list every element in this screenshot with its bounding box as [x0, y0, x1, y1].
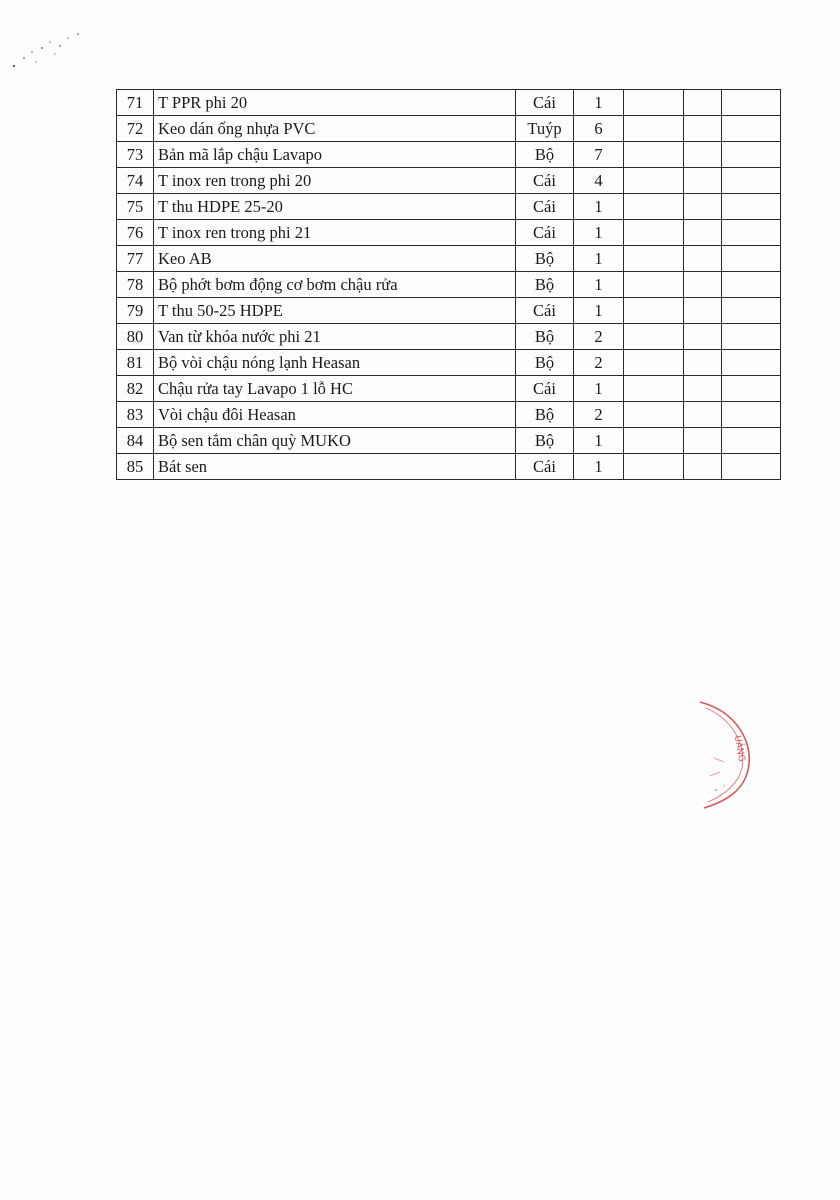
quantity-cell: 2 — [574, 324, 624, 350]
table-row — [117, 220, 781, 246]
row-number-cell: 71 — [117, 90, 154, 116]
empty-cell — [722, 324, 781, 350]
table-row — [117, 116, 781, 142]
empty-cell — [684, 324, 722, 350]
quantity-cell: 1 — [574, 272, 624, 298]
table-row — [117, 376, 781, 402]
item-name-cell: T thu HDPE 25-20 — [154, 194, 516, 220]
stamp-partial-text: UẢNG — [731, 734, 747, 763]
quantity-cell: 1 — [574, 194, 624, 220]
empty-cell — [624, 246, 684, 272]
empty-cell — [624, 376, 684, 402]
quantity-cell: 2 — [574, 402, 624, 428]
item-name-cell: Chậu rửa tay Lavapo 1 lỗ HC — [154, 376, 516, 402]
empty-cell — [684, 168, 722, 194]
table-row — [117, 272, 781, 298]
item-name-cell: T thu 50-25 HDPE — [154, 298, 516, 324]
table-row — [117, 298, 781, 324]
quantity-cell: 1 — [574, 246, 624, 272]
row-number-cell: 84 — [117, 428, 154, 454]
empty-cell — [684, 246, 722, 272]
item-name-cell: T PPR phi 20 — [154, 90, 516, 116]
row-number-cell: 78 — [117, 272, 154, 298]
empty-cell — [722, 116, 781, 142]
empty-cell — [624, 194, 684, 220]
empty-cell — [684, 298, 722, 324]
empty-cell — [722, 272, 781, 298]
row-number-cell: 77 — [117, 246, 154, 272]
empty-cell — [624, 324, 684, 350]
item-name-cell: Vòi chậu đôi Heasan — [154, 402, 516, 428]
quantity-cell: 2 — [574, 350, 624, 376]
empty-cell — [624, 454, 684, 480]
table-row — [117, 428, 781, 454]
table-row — [117, 246, 781, 272]
item-name-cell: Bộ phớt bơm động cơ bơm chậu rửa — [154, 272, 516, 298]
item-name-cell: Van từ khóa nước phi 21 — [154, 324, 516, 350]
row-number-cell: 73 — [117, 142, 154, 168]
materials-table-body — [117, 90, 781, 480]
table-row — [117, 142, 781, 168]
empty-cell — [624, 350, 684, 376]
row-number-cell: 81 — [117, 350, 154, 376]
unit-cell: Bộ — [516, 142, 574, 168]
item-name-cell: Keo dán ống nhựa PVC — [154, 116, 516, 142]
scan-speck-marks — [8, 28, 98, 78]
empty-cell — [684, 220, 722, 246]
empty-cell — [624, 168, 684, 194]
table-row — [117, 168, 781, 194]
empty-cell — [624, 428, 684, 454]
table-row — [117, 324, 781, 350]
quantity-cell: 1 — [574, 454, 624, 480]
item-name-cell: T inox ren trong phi 21 — [154, 220, 516, 246]
unit-cell: Bộ — [516, 402, 574, 428]
unit-cell: Bộ — [516, 428, 574, 454]
item-name-cell: Bộ sen tắm chân quỳ MUKO — [154, 428, 516, 454]
empty-cell — [722, 376, 781, 402]
empty-cell — [624, 90, 684, 116]
table-row — [117, 350, 781, 376]
empty-cell — [684, 272, 722, 298]
quantity-cell: 1 — [574, 298, 624, 324]
table-row — [117, 194, 781, 220]
empty-cell — [722, 168, 781, 194]
empty-cell — [684, 402, 722, 428]
unit-cell: Cái — [516, 168, 574, 194]
unit-cell: Cái — [516, 220, 574, 246]
empty-cell — [684, 194, 722, 220]
empty-cell — [722, 142, 781, 168]
empty-cell — [722, 246, 781, 272]
table-row — [117, 90, 781, 116]
empty-cell — [722, 428, 781, 454]
empty-cell — [684, 428, 722, 454]
materials-table — [116, 89, 781, 480]
empty-cell — [722, 90, 781, 116]
red-seal-stamp — [694, 698, 764, 810]
quantity-cell: 1 — [574, 376, 624, 402]
empty-cell — [684, 454, 722, 480]
empty-cell — [722, 194, 781, 220]
unit-cell: Cái — [516, 194, 574, 220]
empty-cell — [624, 142, 684, 168]
empty-cell — [624, 116, 684, 142]
item-name-cell: T inox ren trong phi 20 — [154, 168, 516, 194]
empty-cell — [624, 220, 684, 246]
unit-cell: Cái — [516, 298, 574, 324]
quantity-cell: 4 — [574, 168, 624, 194]
quantity-cell: 1 — [574, 220, 624, 246]
empty-cell — [624, 402, 684, 428]
unit-cell: Tuýp — [516, 116, 574, 142]
unit-cell: Bộ — [516, 350, 574, 376]
row-number-cell: 85 — [117, 454, 154, 480]
item-name-cell: Bát sen — [154, 454, 516, 480]
table-row — [117, 454, 781, 480]
empty-cell — [722, 350, 781, 376]
row-number-cell: 79 — [117, 298, 154, 324]
item-name-cell: Bộ vòi chậu nóng lạnh Heasan — [154, 350, 516, 376]
unit-cell: Cái — [516, 454, 574, 480]
empty-cell — [624, 298, 684, 324]
empty-cell — [684, 350, 722, 376]
empty-cell — [684, 90, 722, 116]
empty-cell — [722, 298, 781, 324]
item-name-cell: Keo AB — [154, 246, 516, 272]
empty-cell — [684, 142, 722, 168]
unit-cell: Cái — [516, 90, 574, 116]
empty-cell — [722, 402, 781, 428]
quantity-cell: 1 — [574, 90, 624, 116]
row-number-cell: 83 — [117, 402, 154, 428]
unit-cell: Bộ — [516, 246, 574, 272]
item-name-cell: Bản mã lắp chậu Lavapo — [154, 142, 516, 168]
row-number-cell: 72 — [117, 116, 154, 142]
empty-cell — [722, 220, 781, 246]
quantity-cell: 1 — [574, 428, 624, 454]
quantity-cell: 7 — [574, 142, 624, 168]
unit-cell: Bộ — [516, 324, 574, 350]
empty-cell — [624, 272, 684, 298]
row-number-cell: 82 — [117, 376, 154, 402]
empty-cell — [684, 376, 722, 402]
quantity-cell: 6 — [574, 116, 624, 142]
table-row — [117, 402, 781, 428]
row-number-cell: 74 — [117, 168, 154, 194]
unit-cell: Cái — [516, 376, 574, 402]
empty-cell — [684, 116, 722, 142]
unit-cell: Bộ — [516, 272, 574, 298]
row-number-cell: 75 — [117, 194, 154, 220]
empty-cell — [722, 454, 781, 480]
row-number-cell: 76 — [117, 220, 154, 246]
row-number-cell: 80 — [117, 324, 154, 350]
